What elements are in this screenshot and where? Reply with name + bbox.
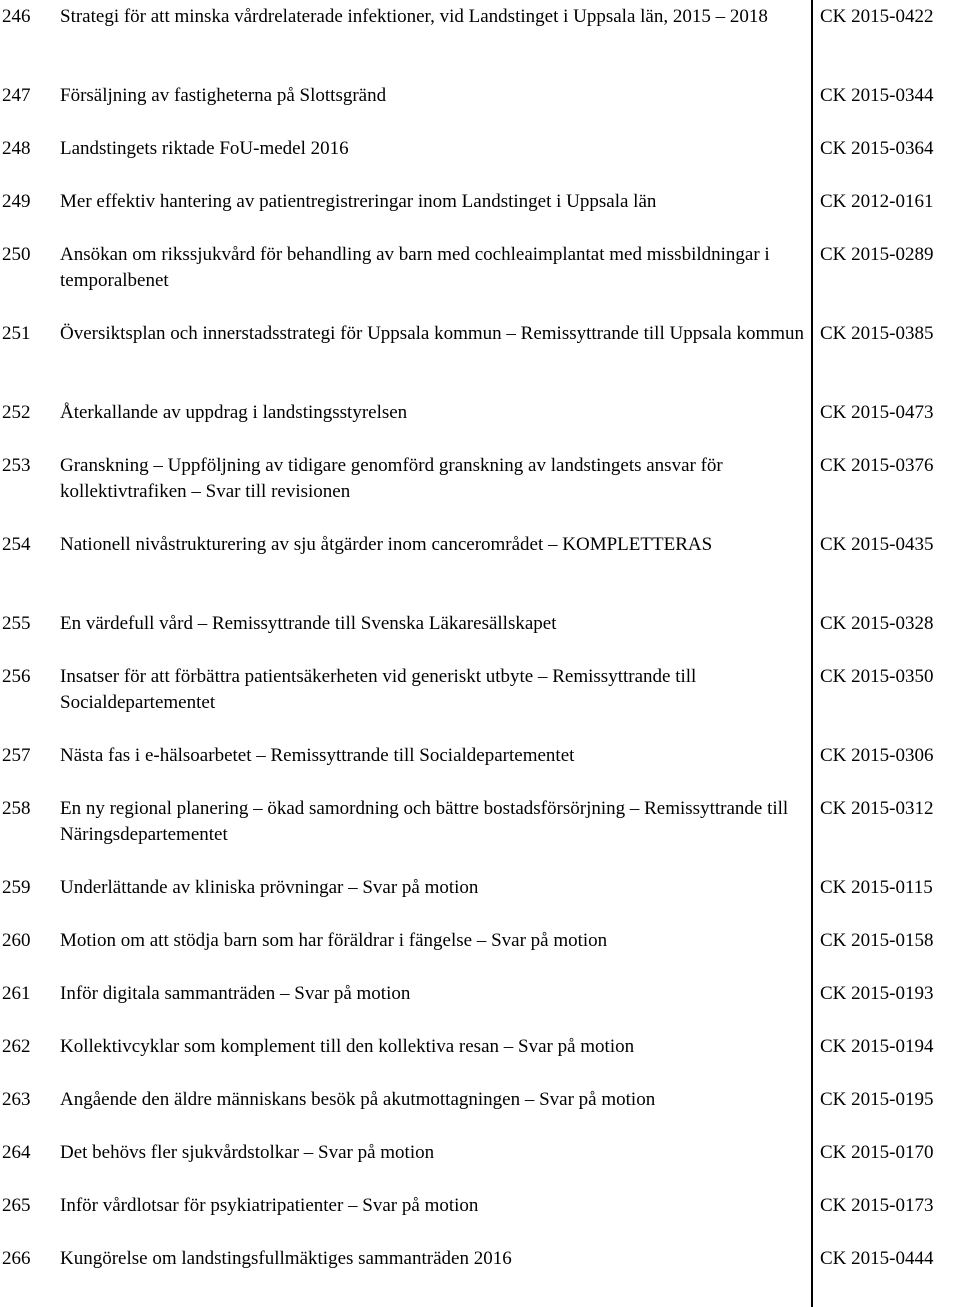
case-reference: CK 2015-0289 xyxy=(820,244,934,265)
item-title: Kollektivcyklar som komplement till den kollektiva resan – Svar på motion xyxy=(60,1036,635,1057)
item-title: Översiktsplan och innerstadsstrategi för Uppsala kommun – Remissyttrande till Uppsala kommun xyxy=(60,323,805,344)
item-number: 263 xyxy=(2,1089,31,1110)
agenda-item xyxy=(0,242,960,321)
case-reference: CK 2015-0473 xyxy=(820,402,934,423)
agenda-item xyxy=(0,532,960,611)
item-title: Nationell nivåstrukturering av sju åtgärder inom cancerområdet – KOMPLETTERAS xyxy=(60,534,713,555)
item-title: Motion om att stödja barn som har föräldrar i fängelse – Svar på motion xyxy=(60,930,608,951)
case-reference: CK 2015-0194 xyxy=(820,1036,934,1057)
item-number: 265 xyxy=(2,1195,31,1216)
case-reference: CK 2015-0312 xyxy=(820,798,934,819)
item-number: 248 xyxy=(2,138,31,159)
item-number: 249 xyxy=(2,191,31,212)
case-reference: CK 2015-0115 xyxy=(820,877,933,898)
item-number: 261 xyxy=(2,983,31,1004)
item-number: 247 xyxy=(2,85,31,106)
agenda-item xyxy=(0,1140,960,1193)
item-number: 255 xyxy=(2,613,31,634)
item-number: 260 xyxy=(2,930,31,951)
item-number: 254 xyxy=(2,534,31,555)
item-number: 257 xyxy=(2,745,31,766)
agenda-item xyxy=(0,83,960,136)
agenda-list xyxy=(0,4,960,1299)
agenda-item xyxy=(0,875,960,928)
item-number: 264 xyxy=(2,1142,31,1163)
agenda-item xyxy=(0,1034,960,1087)
agenda-item xyxy=(0,664,960,743)
case-reference: CK 2015-0422 xyxy=(820,6,934,27)
item-number: 258 xyxy=(2,798,31,819)
item-title: Angående den äldre människans besök på akutmottagningen – Svar på motion xyxy=(60,1089,656,1110)
agenda-item xyxy=(0,453,960,532)
case-reference: CK 2015-0193 xyxy=(820,983,934,1004)
case-reference: CK 2015-0364 xyxy=(820,138,934,159)
item-number: 262 xyxy=(2,1036,31,1057)
item-title: Kungörelse om landstingsfullmäktiges sammanträden 2016 xyxy=(60,1248,512,1269)
agenda-item xyxy=(0,1087,960,1140)
item-title: En värdefull vård – Remissyttrande till Svenska Läkaresällskapet xyxy=(60,613,557,634)
agenda-item xyxy=(0,796,960,875)
item-title: Återkallande av uppdrag i landstingsstyrelsen xyxy=(60,402,408,423)
case-reference: CK 2015-0435 xyxy=(820,534,934,555)
agenda-item xyxy=(0,321,960,400)
item-title: Granskning – Uppföljning av tidigare genomförd granskning av landstingets ansvar för kollektivtrafiken – Svar till revisionen xyxy=(60,455,723,502)
item-number: 259 xyxy=(2,877,31,898)
case-reference: CK 2015-0170 xyxy=(820,1142,934,1163)
item-title: Insatser för att förbättra patientsäkerheten vid generiskt utbyte – Remissyttrande till Socialdepartementet xyxy=(60,666,697,713)
case-reference: CK 2015-0306 xyxy=(820,745,934,766)
item-title: Mer effektiv hantering av patientregistreringar inom Landstinget i Uppsala län xyxy=(60,191,657,212)
case-reference: CK 2015-0158 xyxy=(820,930,934,951)
agenda-item xyxy=(0,1246,960,1299)
item-title: Strategi för att minska vårdrelaterade infektioner, vid Landstinget i Uppsala län, 2015 – 2018 xyxy=(60,6,768,27)
item-title: Inför digitala sammanträden – Svar på motion xyxy=(60,983,411,1004)
case-reference: CK 2015-0385 xyxy=(820,323,934,344)
item-number: 266 xyxy=(2,1248,31,1269)
item-number: 246 xyxy=(2,6,31,27)
agenda-item xyxy=(0,611,960,664)
agenda-item xyxy=(0,981,960,1034)
item-number: 250 xyxy=(2,244,31,265)
agenda-item xyxy=(0,1193,960,1246)
case-reference: CK 2015-0350 xyxy=(820,666,934,687)
item-title: Ansökan om rikssjukvård för behandling av barn med cochleaimplantat med missbildningar i temporalbenet xyxy=(60,244,770,291)
case-reference: CK 2015-0195 xyxy=(820,1089,934,1110)
agenda-item xyxy=(0,189,960,242)
item-title: Försäljning av fastigheterna på Slottsgränd xyxy=(60,85,387,106)
item-title: Det behövs fler sjukvårdstolkar – Svar på motion xyxy=(60,1142,435,1163)
agenda-item xyxy=(0,743,960,796)
item-number: 256 xyxy=(2,666,31,687)
case-reference: CK 2015-0173 xyxy=(820,1195,934,1216)
item-title: Underlättande av kliniska prövningar – Svar på motion xyxy=(60,877,479,898)
case-reference: CK 2015-0328 xyxy=(820,613,934,634)
case-reference: CK 2015-0376 xyxy=(820,455,934,476)
item-title: En ny regional planering – ökad samordning och bättre bostadsförsörjning – Remissyttrande till Näringsdepartementet xyxy=(60,798,789,845)
agenda-item xyxy=(0,400,960,453)
item-title: Nästa fas i e-hälsoarbetet – Remissyttrande till Socialdepartementet xyxy=(60,745,575,766)
case-reference: CK 2015-0344 xyxy=(820,85,934,106)
item-number: 251 xyxy=(2,323,31,344)
item-title: Inför vårdlotsar för psykiatripatienter – Svar på motion xyxy=(60,1195,479,1216)
item-title: Landstingets riktade FoU-medel 2016 xyxy=(60,138,349,159)
item-number: 253 xyxy=(2,455,31,476)
case-reference: CK 2015-0444 xyxy=(820,1248,934,1269)
item-number: 252 xyxy=(2,402,31,423)
agenda-item xyxy=(0,4,960,83)
case-reference: CK 2012-0161 xyxy=(820,191,934,212)
agenda-item xyxy=(0,928,960,981)
agenda-item xyxy=(0,136,960,189)
